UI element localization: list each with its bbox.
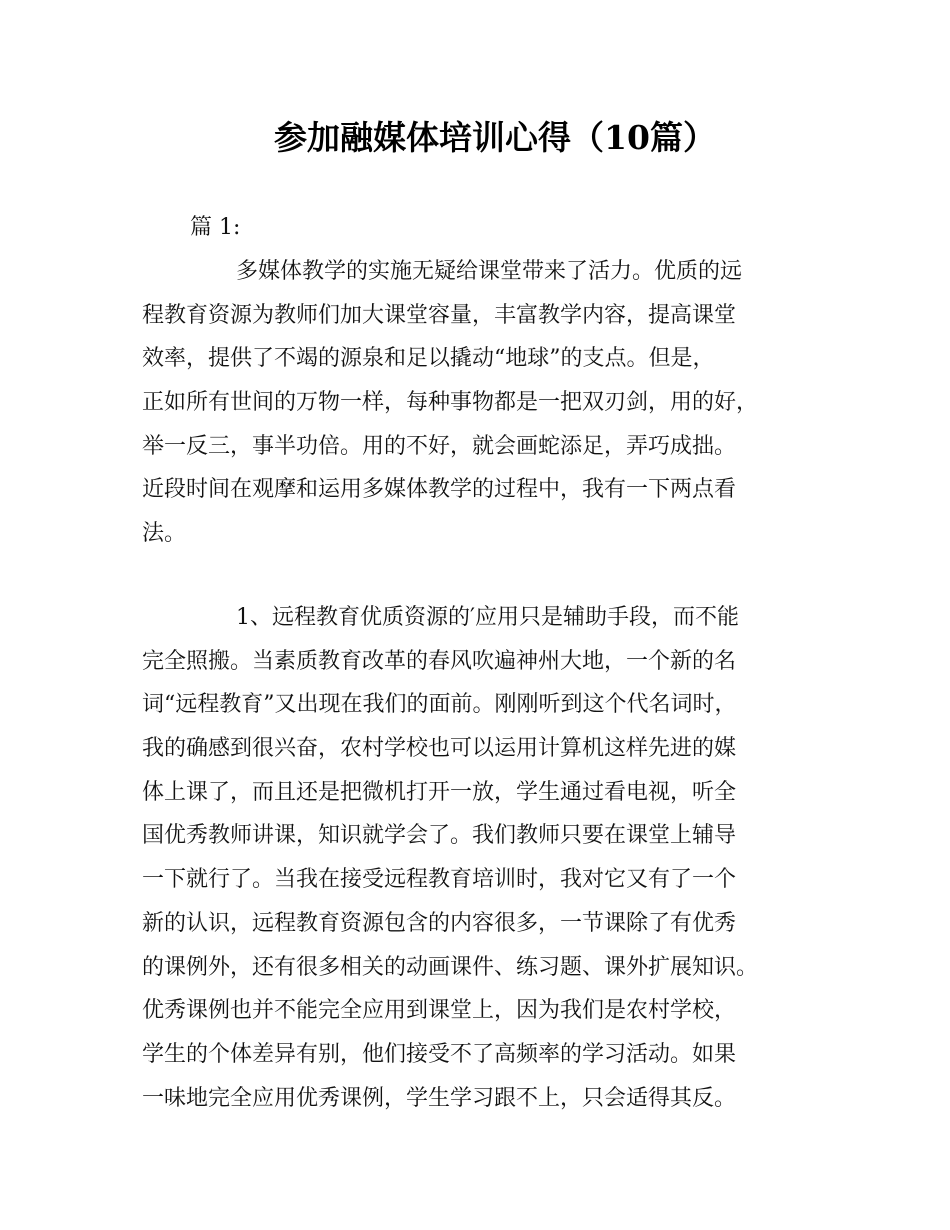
- chapter-label: 篇 1:: [190, 215, 241, 240]
- paragraph-line: 新的认识，远程教育资源包含的内容很多，一节课除了有优秀: [142, 910, 737, 936]
- paragraph-line: 的课例外，还有很多相关的动画课件、练习题、课外扩展知识。: [142, 954, 759, 980]
- paragraph-line: 举一反三，事半功倍。用的不好，就会画蛇添足，弄巧成拙。: [142, 433, 737, 459]
- paragraph-line: 学生的个体差异有别，他们接受不了高频率的学习活动。如果: [142, 1041, 737, 1067]
- document-title: 参加融媒体培训心得（10篇）: [274, 118, 716, 157]
- paragraph-line: 国优秀教师讲课，知识就学会了。我们教师只要在课堂上辅导: [142, 823, 737, 849]
- paragraph-1: [142, 250, 832, 556]
- paragraph-line: 程教育资源为教师们加大课堂容量，丰富教学内容，提高课堂: [142, 302, 737, 328]
- paragraph-line: 法。: [142, 521, 187, 547]
- paragraph-line: 正如所有世间的万物一样，每种事物都是一把双刃剑，用的好，: [142, 390, 759, 416]
- paragraph-line: 一味地完全应用优秀课例，学生学习跟不上，只会适得其反。: [142, 1085, 737, 1111]
- paragraph-line: 1、远程教育优质资源的′应用只是辅助手段，而不能: [236, 605, 739, 630]
- paragraph-line: 优秀课例也并不能完全应用到课堂上，因为我们是农村学校，: [142, 998, 737, 1024]
- paragraph-line: 近段时间在观摩和运用多媒体教学的过程中，我有一下两点看: [142, 477, 737, 503]
- paragraph-line: 我的确感到很兴奋，农村学校也可以运用计算机这样先进的媒: [142, 736, 737, 762]
- paragraph-line: 体上课了，而且还是把微机打开一放，学生通过看电视，听全: [142, 779, 737, 805]
- paragraph-line: 效率，提供了不竭的源泉和足以撬动“地球”的支点。但是，: [142, 346, 715, 372]
- paragraph-line: 一下就行了。当我在接受远程教育培训时，我对它又有了一个: [142, 867, 737, 893]
- paragraph-line: 多媒体教学的实施无疑给课堂带来了活力。优质的远: [236, 259, 743, 284]
- paragraph-line: 完全照搬。当素质教育改革的春风吹遍神州大地，一个新的名: [142, 648, 737, 674]
- paragraph-2: [142, 596, 832, 1120]
- paragraph-line: 词“远程教育”又出现在我们的面前。刚刚听到这个代名词时，: [142, 692, 737, 718]
